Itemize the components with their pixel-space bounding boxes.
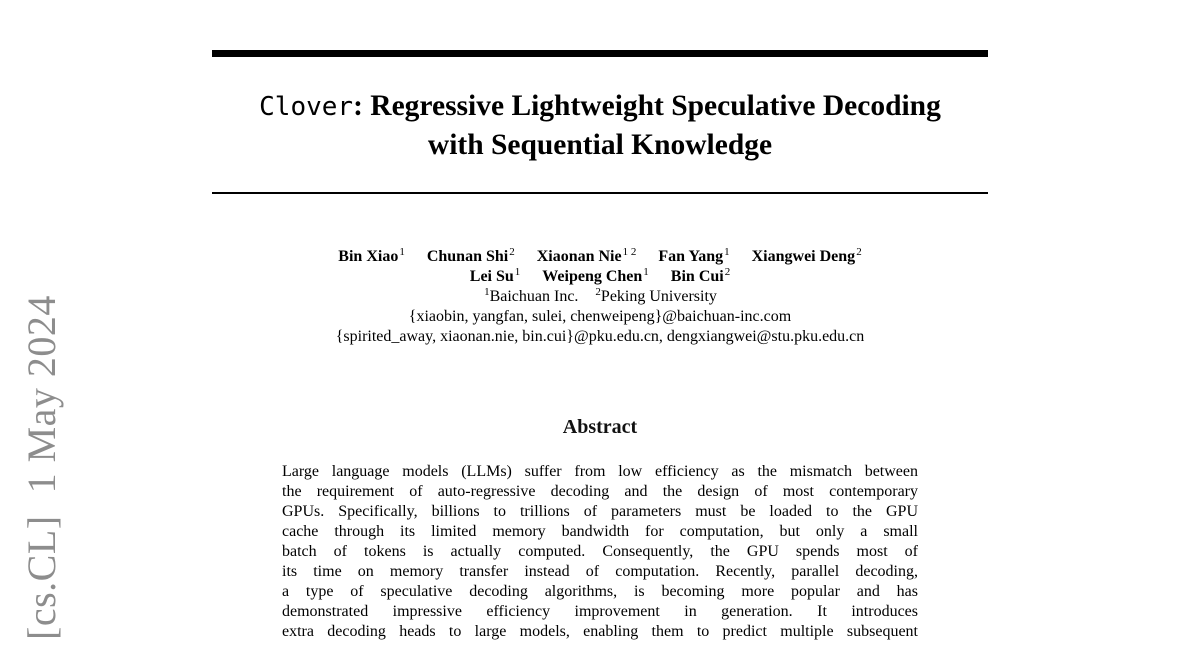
title-line-1: : Regressive Lightweight Speculative Decoding bbox=[353, 90, 941, 122]
author-name: Fan Yang$^1$ bbox=[658, 246, 730, 265]
abstract-body bbox=[282, 462, 918, 642]
abstract-line: a type of speculative decoding algorithms, is becoming more popular and has bbox=[282, 583, 918, 600]
author-name: Xiaonan Nie$^{1 2}$ bbox=[536, 246, 637, 265]
abstract-line: GPUs. Specifically, billions to trillions of parameters must be loaded to the GPU bbox=[282, 503, 918, 520]
abstract-line: batch of tokens is actually computed. Consequently, the GPU spends most of bbox=[282, 543, 918, 560]
author-affiliation-mark: 1 bbox=[724, 246, 730, 258]
author-affiliation-mark: 2 bbox=[724, 266, 731, 278]
affiliation-name: Baichuan Inc. bbox=[489, 288, 579, 305]
affiliation-mark: 1 bbox=[484, 286, 490, 298]
author-affiliation-mark: 2 bbox=[856, 246, 862, 258]
abstract-line: cache through its limited memory bandwidth for computation, but only a small bbox=[282, 523, 918, 540]
author-affiliation-mark: 1 bbox=[514, 266, 521, 278]
author-name: Bin Cui$^2$ bbox=[670, 266, 731, 285]
abstract-line: the requirement of auto-regressive decoding and the design of most contemporary bbox=[282, 483, 918, 500]
author-affiliation-mark: 1 2 bbox=[622, 246, 637, 258]
author-name: Weipeng Chen$^1$ bbox=[542, 266, 649, 285]
arxiv-side-stamp bbox=[19, 295, 64, 640]
arxiv-category: [cs.CL] bbox=[19, 515, 64, 640]
author-name: Chunan Shi$^2$ bbox=[426, 246, 515, 265]
abstract-line: extra decoding heads to large models, enabling them to predict multiple subsequent bbox=[282, 623, 918, 640]
author-name: Lei Su$^1$ bbox=[469, 266, 521, 285]
author-line-1 bbox=[212, 247, 988, 267]
abstract-line: Large language models (LLMs) suffer from low efficiency as the mismatch between bbox=[282, 463, 918, 480]
title-line-2: with Sequential Knowledge bbox=[427, 129, 773, 161]
title-top-rule bbox=[212, 50, 988, 57]
affiliation-mark: 2 bbox=[595, 286, 601, 298]
author-affiliation-mark: 1 bbox=[399, 246, 405, 258]
abstract-line: its time on memory transfer instead of computation. Recently, parallel decoding, bbox=[282, 563, 918, 580]
title-bottom-rule bbox=[212, 192, 988, 194]
author-block bbox=[212, 247, 988, 347]
author-name: Bin Xiao$^1$ bbox=[338, 246, 405, 265]
author-name: Xiangwei Deng$^2$ bbox=[751, 246, 862, 265]
author-affiliation-mark: 2 bbox=[509, 246, 515, 258]
email-line-1: {xiaobin, yangfan, sulei, chenweipeng}@baichuan-inc.com bbox=[408, 308, 792, 325]
paper-title bbox=[212, 87, 988, 164]
title-method-name: Clover bbox=[259, 92, 354, 122]
author-affiliation-mark: 1 bbox=[643, 266, 649, 278]
affiliation bbox=[594, 288, 717, 305]
author-line-2 bbox=[212, 267, 988, 287]
affiliation-line bbox=[212, 287, 988, 307]
affiliation-name: Peking University bbox=[600, 288, 717, 305]
affiliation bbox=[483, 288, 578, 305]
email-line-2: {spirited_away, xiaonan.nie, bin.cui}@pku.edu.cn, dengxiangwei@stu.pku.edu.cn bbox=[335, 328, 865, 345]
arxiv-date: 1 May 2024 bbox=[19, 295, 64, 494]
abstract-heading: Abstract bbox=[562, 416, 638, 438]
abstract-line: demonstrated impressive efficiency improvement in generation. It introduces bbox=[282, 603, 918, 620]
